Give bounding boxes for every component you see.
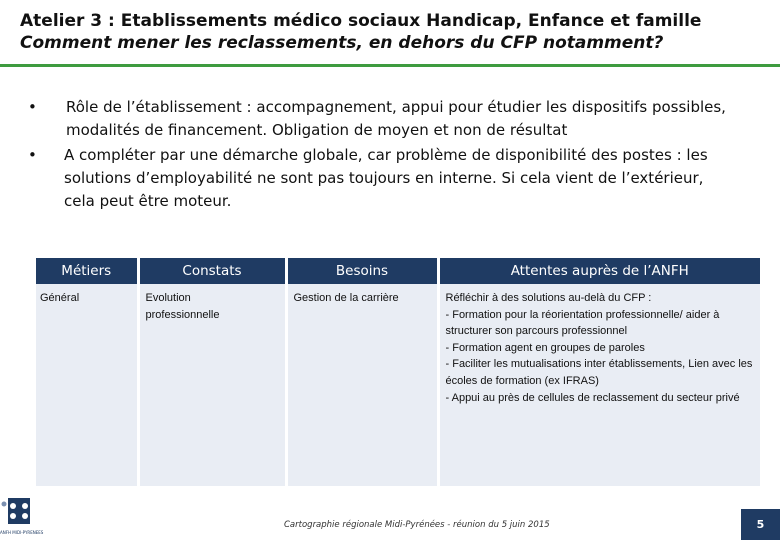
bullet-text: A compléter par une démarche globale, car problème de disponibilité des postes : les solutions d’employabilité ne sont pas toujours en interne. Si cela vient de l’extérieur, cela peut être moteur. bbox=[64, 146, 708, 210]
needs-table bbox=[36, 258, 760, 486]
logo-caption: ANFH MIDI-PYRENEES bbox=[0, 530, 44, 535]
table-header-row bbox=[36, 258, 760, 284]
cell-constats: Evolution professionnelle bbox=[138, 284, 286, 486]
bullet-item bbox=[28, 144, 728, 213]
bullet-text: Rôle de l’établissement : accompagnement, appui pour étudier les dispositifs possibles, modalités de financement. Obligation de moyen et non de résultat bbox=[66, 98, 726, 139]
cell-besoins: Gestion de la carrière bbox=[286, 284, 438, 486]
header-attentes: Attentes auprès de l’ANFH bbox=[438, 258, 760, 284]
slide-title: Atelier 3 : Etablissements médico sociaux Handicap, Enfance et famille bbox=[20, 11, 702, 31]
bullet-dot-icon: • bbox=[28, 98, 37, 116]
title-divider bbox=[0, 64, 780, 67]
footer-caption: Cartographie régionale Midi-Pyrénées - réunion du 5 juin 2015 bbox=[284, 520, 550, 530]
header-besoins: Besoins bbox=[286, 258, 438, 284]
bullet-dot-icon: • bbox=[28, 146, 37, 164]
bullet-item bbox=[28, 96, 728, 142]
slide-title-block bbox=[20, 10, 760, 54]
slide-subtitle: Comment mener les reclassements, en dehors du CFP notamment? bbox=[20, 33, 664, 53]
header-constats: Constats bbox=[138, 258, 286, 284]
cell-metiers: Général bbox=[36, 284, 138, 486]
bullet-list bbox=[28, 96, 728, 215]
page-number: 5 bbox=[741, 509, 780, 540]
table-row bbox=[36, 284, 760, 486]
cell-attentes: Réfléchir à des solutions au-delà du CFP : - Formation pour la réorientation professionnelle/ aider à structurer son parcours professionnel - Formation agent en groupes de paroles - Faciliter les mutualisations inter établissements, Lien avec les écoles de formation (ex IFRAS) - Appui au près de cellules de reclassement du secteur privé bbox=[438, 284, 760, 486]
header-metiers: Métiers bbox=[36, 258, 138, 284]
